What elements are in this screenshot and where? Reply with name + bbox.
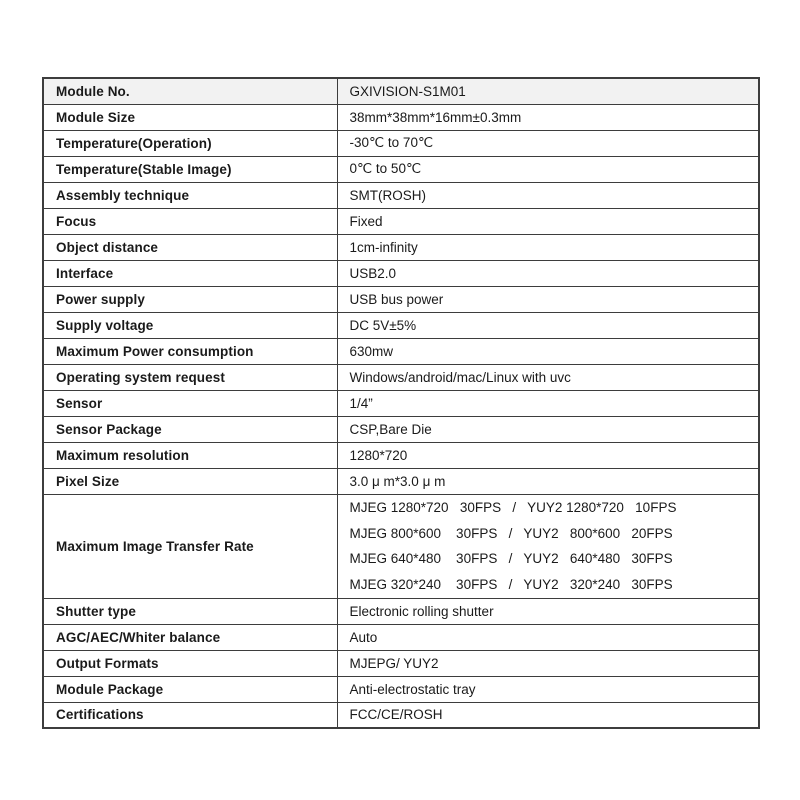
spec-label: Maximum Image Transfer Rate [43, 494, 337, 598]
spec-value: USB2.0 [337, 260, 759, 286]
spec-table [42, 77, 760, 729]
spec-value: SMT(ROSH) [337, 182, 759, 208]
table-row [43, 338, 759, 364]
spec-label: Sensor [43, 390, 337, 416]
table-row [43, 156, 759, 182]
table-row [43, 468, 759, 494]
spec-value: 630mw [337, 338, 759, 364]
spec-value: Electronic rolling shutter [337, 598, 759, 624]
spec-label: AGC/AEC/Whiter balance [43, 624, 337, 650]
table-row [43, 442, 759, 468]
table-row [43, 676, 759, 702]
table-row [43, 78, 759, 104]
spec-value: FCC/CE/ROSH [337, 702, 759, 728]
table-row [43, 702, 759, 728]
transfer-rate-line: MJEG 1280*720 30FPS / YUY2 1280*720 10FPS [349, 500, 677, 515]
spec-value: 0℃ to 50℃ [337, 156, 759, 182]
spec-value: USB bus power [337, 286, 759, 312]
spec-label: Output Formats [43, 650, 337, 676]
transfer-rate-line: MJEG 800*600 30FPS / YUY2 800*600 20FPS [349, 525, 673, 541]
table-row [43, 598, 759, 624]
spec-value: Fixed [337, 208, 759, 234]
spec-label: Maximum resolution [43, 442, 337, 468]
table-row [43, 624, 759, 650]
spec-value: 1/4” [337, 390, 759, 416]
spec-label: Certifications [43, 702, 337, 728]
table-row [43, 390, 759, 416]
spec-label: Supply voltage [43, 312, 337, 338]
table-row [43, 104, 759, 130]
spec-label: Power supply [43, 286, 337, 312]
spec-label: Focus [43, 208, 337, 234]
spec-label: Operating system request [43, 364, 337, 390]
spec-value: Auto [337, 624, 759, 650]
spec-value [337, 494, 759, 598]
spec-label: Shutter type [43, 598, 337, 624]
spec-value: Anti-electrostatic tray [337, 676, 759, 702]
table-row [43, 260, 759, 286]
table-row [43, 208, 759, 234]
spec-label: Object distance [43, 234, 337, 260]
spec-label: Sensor Package [43, 416, 337, 442]
spec-label: Assembly technique [43, 182, 337, 208]
table-row [43, 364, 759, 390]
spec-value: MJEPG/ YUY2 [337, 650, 759, 676]
spec-value: 1cm-infinity [337, 234, 759, 260]
spec-label: Maximum Power consumption [43, 338, 337, 364]
spec-label: Interface [43, 260, 337, 286]
spec-label: Module No. [43, 78, 337, 104]
transfer-rate-line: MJEG 320*240 30FPS / YUY2 320*240 30FPS [349, 576, 673, 592]
spec-value: 38mm*38mm*16mm±0.3mm [337, 104, 759, 130]
spec-label: Temperature(Stable Image) [43, 156, 337, 182]
spec-value: 3.0 μ m*3.0 μ m [337, 468, 759, 494]
spec-label: Module Package [43, 676, 337, 702]
spec-label: Temperature(Operation) [43, 130, 337, 156]
spec-value: -30℃ to 70℃ [337, 130, 759, 156]
table-row [43, 650, 759, 676]
table-row [43, 234, 759, 260]
table-row [43, 130, 759, 156]
spec-label: Pixel Size [43, 468, 337, 494]
table-row [43, 416, 759, 442]
spec-value: GXIVISION-S1M01 [337, 78, 759, 104]
spec-value: DC 5V±5% [337, 312, 759, 338]
table-row [43, 286, 759, 312]
spec-label: Module Size [43, 104, 337, 130]
spec-value: Windows/android/mac/Linux with uvc [337, 364, 759, 390]
transfer-rate-line: MJEG 640*480 30FPS / YUY2 640*480 30FPS [349, 551, 673, 566]
table-row-transfer-rate [43, 494, 759, 598]
table-row [43, 182, 759, 208]
spec-value: 1280*720 [337, 442, 759, 468]
table-row [43, 312, 759, 338]
spec-value: CSP,Bare Die [337, 416, 759, 442]
